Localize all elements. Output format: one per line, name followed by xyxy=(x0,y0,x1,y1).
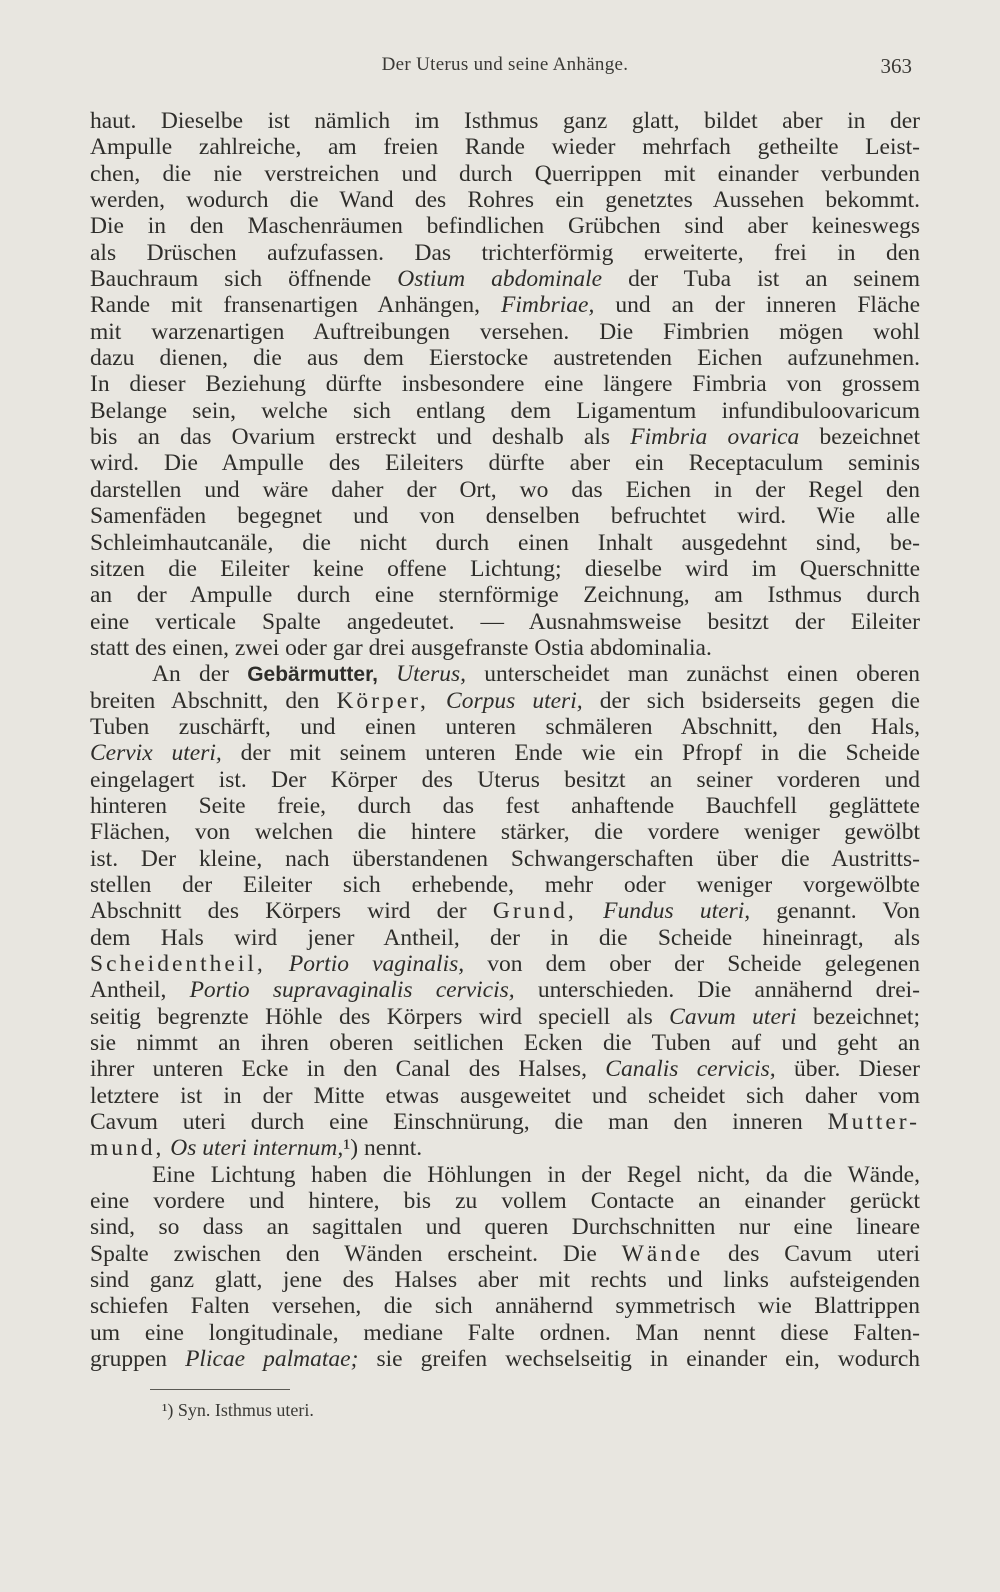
text-run: An der xyxy=(152,661,248,688)
text-line xyxy=(90,345,920,371)
spaced-term: Mutter- xyxy=(827,1109,920,1136)
text-run: unterscheidet man zunächst einen oberen xyxy=(466,661,921,688)
text-run: des Cavum uteri xyxy=(703,1240,920,1267)
text-line xyxy=(90,714,920,740)
text-run: sie nimmt an ihren oberen seitlichen Ecken die Tuben auf und geht an xyxy=(90,1030,920,1057)
text-line xyxy=(90,1267,920,1293)
text-run: dazu dienen, die aus dem Eierstocke austretenden Eichen aufzunehmen. xyxy=(90,345,920,372)
text-line xyxy=(90,424,920,450)
text-run: hinteren Seite freie, durch das fest anhaftende Bauchfell geglättete xyxy=(90,792,920,819)
italic-term: Fimbria ovarica xyxy=(630,424,800,451)
text-run: von dem ober der Scheide gelegenen xyxy=(464,951,920,977)
text-run: mit warzenartigen Auftreibungen versehen. Die Fimbrien mögen wohl xyxy=(90,318,920,345)
text-run: eine vordere und hintere, bis zu vollem Contacte an einander gerückt xyxy=(90,1188,920,1215)
spaced-term: Körper, xyxy=(336,687,429,714)
body-text xyxy=(90,108,920,1373)
text-run: der Tuba ist an seinem xyxy=(602,266,920,293)
text-line xyxy=(90,740,920,766)
text-run: und an der inneren Fläche xyxy=(594,292,920,319)
text-line xyxy=(90,187,920,213)
text-line xyxy=(90,134,920,160)
text-run: letztere ist in der Mitte etwas ausgeweitet und scheidet sich daher vom xyxy=(90,1082,920,1109)
text-run: sind ganz glatt, jene des Halses aber mit rechts und links aufsteigenden xyxy=(90,1267,920,1294)
italic-term: Os uteri internum, xyxy=(164,1135,344,1162)
text-line xyxy=(90,398,920,424)
spaced-term: Scheidentheil, xyxy=(90,951,266,977)
text-line xyxy=(90,793,920,819)
text-line xyxy=(90,661,920,687)
text-line xyxy=(90,371,920,397)
text-run: Rande mit fransenartigen Anhängen, xyxy=(90,292,502,319)
text-line xyxy=(90,1293,920,1319)
text-run: der mit seinem unteren Ende wie ein Pfropf in die Scheide xyxy=(221,740,920,767)
text-line xyxy=(90,266,920,292)
text-run: eingelagert ist. Der Körper des Uterus besitzt an seiner vorderen und xyxy=(90,766,920,793)
italic-term: Fimbriae, xyxy=(501,292,595,319)
text-run: statt des einen, zwei oder gar drei ausgefranste Ostia abdominalia. xyxy=(90,634,712,661)
spaced-term: mund, xyxy=(90,1135,165,1162)
text-line xyxy=(90,872,920,898)
footnote-text: Syn. Isthmus uteri. xyxy=(177,1400,314,1420)
text-run: werden, wodurch die Wand des Rohres ein genetztes Aussehen bekommt. xyxy=(90,187,920,214)
text-run: ist. Der kleine, nach überstandenen Schwangerschaften über die Austritts- xyxy=(90,845,920,872)
text-run: ihrer unteren Ecke in den Canal des Halses, xyxy=(90,1056,606,1083)
text-run: Eine Lichtung haben die Höhlungen in der Regel nicht, da die Wände, xyxy=(152,1161,920,1188)
text-run: Ampulle zahlreiche, am freien Rande wieder mehrfach getheilte Leist- xyxy=(90,134,920,161)
text-run: bezeichnet xyxy=(799,424,920,451)
text-run: der sich bsiderseits gegen die xyxy=(582,687,920,714)
italic-term: Uterus, xyxy=(377,661,467,688)
text-run: Belange sein, welche sich entlang dem Ligamentum infundibuloovaricum xyxy=(90,397,920,424)
italic-term: Plicae palmatae; xyxy=(185,1346,359,1373)
text-run: bezeichnet; xyxy=(796,1003,920,1030)
text-line xyxy=(90,1004,920,1030)
text-line xyxy=(90,846,920,872)
text-line xyxy=(90,450,920,476)
text-line xyxy=(90,977,920,1003)
text-run: ¹) nennt. xyxy=(343,1135,423,1162)
text-line xyxy=(90,898,920,924)
text-line xyxy=(90,1241,920,1267)
text-run: um eine longitudinale, mediane Falte ordnen. Man nennt diese Falten- xyxy=(90,1319,920,1346)
text-line xyxy=(90,767,920,793)
text-run: darstellen und wäre daher der Ort, wo das Eichen in der Regel den xyxy=(90,476,920,503)
text-run: unterschieden. Die annähernd drei- xyxy=(514,977,920,1004)
text-run: Abschnitt des Körpers wird der xyxy=(90,898,493,925)
text-run: genannt. Von xyxy=(750,898,920,925)
text-line xyxy=(90,503,920,529)
text-run: seitig begrenzte Höhle des Körpers wird speciell als xyxy=(90,1003,670,1030)
text-line xyxy=(90,635,920,661)
italic-term: Portio supravaginalis cervicis, xyxy=(189,977,515,1004)
text-line xyxy=(90,1083,920,1109)
text-line xyxy=(90,477,920,503)
footnote-rule xyxy=(150,1389,290,1390)
text-line xyxy=(90,819,920,845)
italic-term: Ostium abdominale xyxy=(397,266,603,293)
text-run: breiten Abschnitt, den xyxy=(90,687,337,714)
text-run: sitzen die Eileiter keine offene Lichtung; dieselbe wird im Querschnitte xyxy=(90,555,920,582)
text-line xyxy=(90,1030,920,1056)
text-line xyxy=(90,688,920,714)
text-line xyxy=(90,1162,920,1188)
text-run: chen, die nie verstreichen und durch Querrippen mit einander verbunden xyxy=(90,160,920,187)
text-line xyxy=(90,1214,920,1240)
italic-term: Corpus uteri, xyxy=(428,687,583,714)
text-run: Tuben zuschärft, und einen unteren schmäleren Abschnitt, den Hals, xyxy=(90,713,920,740)
text-run: bis an das Ovarium erstreckt und deshalb als xyxy=(90,424,631,451)
text-run: dem Hals wird jener Antheil, der in die Scheide hineinragt, als xyxy=(90,924,920,951)
text-line xyxy=(90,319,920,345)
italic-term: Fundus uteri, xyxy=(576,898,751,925)
italic-term: Cavum uteri xyxy=(669,1003,797,1030)
italic-term: Cervix uteri, xyxy=(90,740,222,767)
text-run: als Drüschen aufzufassen. Das trichterförmig erweiterte, frei in den xyxy=(90,239,920,266)
spaced-term: Wände xyxy=(621,1240,704,1267)
text-run: Spalte zwischen den Wänden erscheint. Die xyxy=(90,1240,622,1267)
text-run: Samenfäden begegnet und von denselben befruchtet wird. Wie alle xyxy=(90,503,920,530)
text-run: wird. Die Ampulle des Eileiters dürfte aber ein Receptaculum seminis xyxy=(90,450,920,477)
text-run: sind, so dass an sagittalen und queren Durchschnitten nur eine lineare xyxy=(90,1214,920,1241)
text-run: Bauchraum sich öffnende xyxy=(90,266,398,293)
text-run: stellen der Eileiter sich erhebende, mehr oder weniger vorgewölbte xyxy=(90,871,920,898)
text-line xyxy=(90,1188,920,1214)
text-run: Flächen, von welchen die hintere stärker, die vordere weniger gewölbt xyxy=(90,819,920,846)
text-run: Antheil, xyxy=(90,977,190,1004)
text-run: schiefen Falten versehen, die sich annähernd symmetrisch wie Blattrippen xyxy=(90,1293,920,1320)
text-line xyxy=(90,1346,920,1372)
text-run: an der Ampulle durch eine sternförmige Zeichnung, am Isthmus durch xyxy=(90,582,920,609)
text-run: Cavum uteri durch eine Einschnürung, die man den inneren xyxy=(90,1109,828,1136)
text-run: über. Dieser xyxy=(775,1056,921,1083)
italic-term: Portio vaginalis, xyxy=(265,951,465,977)
text-run: haut. Dieselbe ist nämlich im Isthmus ganz glatt, bildet aber in der xyxy=(90,108,920,134)
text-run: eine verticale Spalte angedeutet. — Ausnahmsweise besitzt der Eileiter xyxy=(90,608,920,635)
running-head xyxy=(90,54,920,84)
text-line xyxy=(90,213,920,239)
text-line xyxy=(90,582,920,608)
text-run: sie greifen wechselseitig in einander ein, wodurch xyxy=(358,1346,920,1373)
text-line xyxy=(90,161,920,187)
text-line xyxy=(90,609,920,635)
text-line xyxy=(90,1135,920,1161)
spaced-term: Grund, xyxy=(492,898,577,925)
running-title: Der Uterus und seine Anhänge. xyxy=(381,54,629,75)
text-run: In dieser Beziehung dürfte insbesondere eine längere Fimbria von grossem xyxy=(90,371,920,398)
page-number: 363 xyxy=(880,54,912,78)
text-line xyxy=(90,1320,920,1346)
text-line xyxy=(90,925,920,951)
text-run: Die in den Maschenräumen befindlichen Grübchen sind aber keineswegs xyxy=(90,213,920,240)
text-line xyxy=(90,556,920,582)
text-line xyxy=(90,240,920,266)
text-line xyxy=(90,530,920,556)
footnote xyxy=(162,1400,314,1421)
text-line xyxy=(90,292,920,318)
footnote-mark: ¹) xyxy=(162,1400,174,1420)
text-line xyxy=(90,108,920,134)
text-run: gruppen xyxy=(90,1346,186,1373)
text-run: Schleimhautcanäle, die nicht durch einen Inhalt ausgedehnt sind, be- xyxy=(90,529,920,556)
text-line xyxy=(90,1056,920,1082)
text-line xyxy=(90,951,920,977)
text-line xyxy=(90,1109,920,1135)
bold-term: Gebärmutter, xyxy=(247,663,378,687)
italic-term: Canalis cervicis, xyxy=(605,1056,776,1083)
